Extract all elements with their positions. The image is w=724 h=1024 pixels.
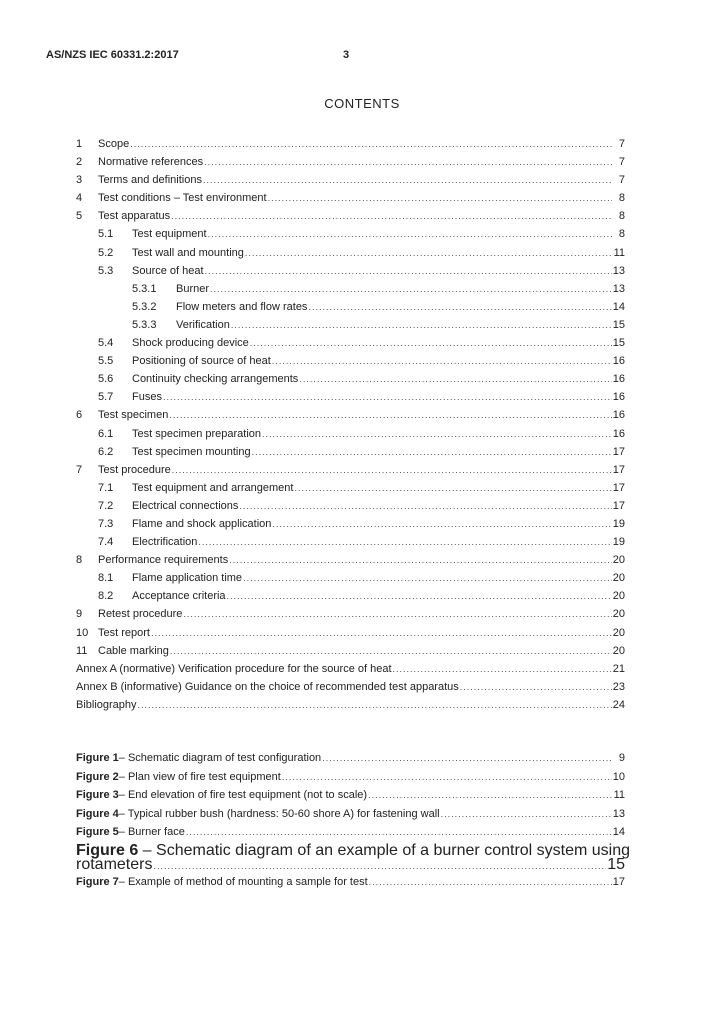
figure-entry-tag: Figure 7	[76, 875, 119, 888]
dot-leader	[186, 823, 612, 842]
toc-entry-number: 1	[76, 138, 83, 150]
toc-entry-number: 8.2	[98, 590, 114, 603]
figure-entry-line	[76, 841, 631, 859]
figure-entry[interactable]	[76, 749, 625, 768]
toc-entry-page: 13	[612, 282, 625, 295]
toc-entry-number: 5.2	[98, 246, 114, 259]
toc-entry-number: 8.1	[98, 572, 114, 585]
toc-entry-page: 16	[612, 355, 625, 368]
page-number: 3	[343, 49, 350, 61]
dot-leader	[272, 515, 611, 533]
dot-leader	[231, 316, 612, 334]
dot-leader	[204, 153, 612, 171]
figure-entry[interactable]	[76, 841, 631, 873]
figure-entry-label: – End elevation of fire test equipment (not to scale)	[118, 789, 368, 802]
standard-id: AS/NZS IEC 60331.2:2017	[46, 49, 179, 61]
figure-entry-page: 14	[612, 826, 625, 839]
figure-entry-tag: Figure 3	[76, 789, 119, 802]
toc-entry-number: 8	[76, 554, 83, 567]
figure-entry-label: – Plan view of fire test equipment	[118, 770, 281, 783]
dot-leader	[163, 388, 612, 406]
toc-entry-label: Terms and definitions	[98, 174, 202, 187]
toc-entry-label: Normative references	[98, 156, 204, 169]
toc-entry-page: 16	[612, 409, 625, 422]
dot-leader	[239, 497, 611, 515]
toc-entry-number: 11	[76, 644, 88, 657]
toc-entry-label: Acceptance criteria	[132, 590, 226, 603]
dot-leader	[208, 225, 612, 243]
toc-entry[interactable]	[76, 551, 625, 569]
figure-entry-label: – Schematic diagram of test configuration	[118, 752, 322, 764]
toc-entry-label: Continuity checking arrangements	[132, 373, 299, 386]
toc-entry-label: Annex B (informative) Guidance on the choice of recommended test apparatus	[76, 680, 459, 693]
toc-entry-label: Test specimen preparation	[132, 427, 262, 440]
toc-entry-page: 7	[618, 138, 625, 150]
toc-entry-page: 17	[612, 481, 625, 494]
toc-entry-page: 20	[612, 626, 625, 639]
figure-entry[interactable]	[76, 873, 625, 892]
toc-entry[interactable]	[76, 388, 625, 406]
toc-entry-page: 17	[612, 445, 625, 458]
page-header	[46, 49, 678, 63]
toc-entry-page: 20	[612, 608, 625, 621]
toc-entry-number: 5.5	[98, 355, 114, 368]
dot-leader	[169, 406, 611, 424]
toc-entry-page: 7	[618, 156, 625, 169]
figure-entry-line	[76, 855, 625, 873]
toc-entry-page: 20	[612, 644, 625, 657]
toc-entry-number: 7.3	[98, 517, 114, 530]
toc-entry[interactable]	[76, 207, 625, 225]
toc-entry[interactable]	[76, 370, 625, 388]
figure-entry-tag: Figure 1	[76, 752, 119, 764]
toc-entry-number: 5.3.1	[132, 282, 157, 295]
dot-leader	[198, 533, 611, 551]
toc-entry-number: 5.1	[98, 228, 114, 241]
figure-entry-label: – Example of method of mounting a sample for test	[118, 875, 368, 888]
toc-entry-page: 13	[612, 264, 625, 277]
dot-leader	[262, 425, 612, 443]
toc-entry[interactable]	[76, 334, 625, 352]
toc-entry-label: Positioning of source of heat	[132, 355, 271, 368]
figure-entry-label: – Burner face	[118, 826, 185, 839]
toc-entry-page: 8	[618, 228, 625, 241]
toc-entry-label: Flow meters and flow rates	[176, 300, 308, 313]
dot-leader	[172, 461, 612, 479]
toc-entry[interactable]	[76, 425, 625, 443]
dot-leader	[205, 262, 612, 280]
dot-leader	[210, 280, 612, 298]
dot-leader	[130, 135, 612, 153]
toc-entry-label: Burner	[176, 282, 210, 295]
figure-entry-page: 17	[612, 875, 625, 888]
toc-entry-number: 7.1	[98, 481, 114, 494]
figure-entry-page: 15	[607, 855, 625, 873]
toc-entry-number: 7.2	[98, 499, 114, 512]
dot-leader	[203, 171, 612, 189]
dot-leader	[252, 443, 612, 461]
toc-entry-page: 15	[612, 318, 625, 331]
toc-entry-page: 19	[612, 517, 625, 530]
toc-entry-label: Test specimen	[98, 409, 169, 422]
dot-leader	[441, 805, 612, 824]
toc-entry-label: Source of heat	[132, 264, 204, 277]
figure-entry-label: – Typical rubber bush (hardness: 50-60 shore A) for fastening wall	[118, 807, 440, 820]
figure-entry-page: 11	[613, 789, 625, 802]
figure-entry-label: – Schematic diagram of an example of a burner control system using	[138, 841, 631, 859]
toc-entry-page: 16	[612, 391, 625, 404]
toc-entry[interactable]	[76, 262, 625, 280]
toc-entry-number: 6.1	[98, 427, 114, 440]
toc-entry[interactable]	[76, 298, 625, 316]
toc-entry-number: 7.4	[98, 536, 114, 549]
toc-entry-number: 3	[76, 174, 83, 187]
figure-entry[interactable]	[76, 823, 625, 842]
toc-entry-page: 24	[612, 698, 625, 711]
toc-entry-number: 5.3.2	[132, 300, 157, 313]
toc-entry-label: Cable marking	[98, 644, 169, 657]
toc-entry[interactable]	[76, 587, 625, 605]
toc-entry[interactable]	[76, 280, 625, 298]
figure-entry[interactable]	[76, 786, 625, 805]
figure-entry-page: 9	[618, 752, 625, 764]
toc-entry-page: 7	[618, 174, 625, 187]
toc-entry-number: 5.7	[98, 391, 114, 404]
toc-entry[interactable]	[76, 479, 625, 497]
dot-leader	[245, 244, 612, 262]
toc-entry-label: Shock producing device	[132, 337, 249, 350]
toc-entry-number: 6	[76, 409, 83, 422]
toc-entry-number: 2	[76, 156, 83, 169]
toc-entry-number: 5	[76, 210, 83, 223]
dot-leader	[299, 370, 611, 388]
toc-entry[interactable]	[76, 678, 625, 696]
dot-leader	[138, 696, 612, 714]
toc-entry[interactable]	[76, 569, 625, 587]
dot-leader	[282, 768, 612, 787]
toc-entry-label: Test equipment	[132, 228, 207, 241]
figure-entry-label-continued: rotameters	[76, 855, 153, 873]
toc-entry[interactable]	[76, 406, 625, 424]
toc-entry-label: Test conditions – Test environment	[98, 192, 267, 205]
toc-entry-number: 10	[76, 626, 89, 639]
dot-leader	[294, 479, 611, 497]
toc-entry[interactable]	[76, 352, 625, 370]
toc-entry-label: Fuses	[132, 391, 162, 404]
toc-entry-number: 4	[76, 192, 83, 205]
toc-entry-page: 16	[612, 427, 625, 440]
toc-entry-label: Test wall and mounting	[132, 246, 244, 259]
table-of-contents	[76, 135, 625, 714]
toc-entry-label: Test apparatus	[98, 210, 171, 223]
toc-entry-page: 15	[612, 337, 625, 350]
toc-entry-page: 8	[618, 210, 625, 223]
dot-leader	[153, 859, 606, 873]
toc-entry-label: Scope	[98, 138, 130, 150]
toc-entry[interactable]	[76, 461, 625, 479]
toc-entry[interactable]	[76, 135, 625, 153]
figure-entry-tag: Figure 2	[76, 770, 119, 783]
list-of-figures	[76, 749, 631, 892]
toc-entry-label: Flame and shock application	[132, 517, 272, 530]
dot-leader	[272, 352, 612, 370]
dot-leader	[460, 678, 612, 696]
page-title: CONTENTS	[324, 96, 400, 111]
toc-entry[interactable]	[76, 533, 625, 551]
dot-leader	[268, 189, 612, 207]
toc-entry-label: Annex A (normative) Verification procedure for the source of heat	[76, 662, 392, 675]
toc-entry-number: 9	[76, 608, 83, 621]
dot-leader	[322, 749, 612, 768]
toc-entry-page: 16	[612, 373, 625, 386]
toc-entry[interactable]	[76, 497, 625, 515]
toc-entry-page: 14	[612, 300, 625, 313]
toc-entry[interactable]	[76, 660, 625, 678]
toc-entry-label: Bibliography	[76, 698, 137, 711]
toc-entry-page: 21	[612, 662, 625, 675]
toc-entry-page: 19	[612, 536, 625, 549]
toc-entry[interactable]	[76, 443, 625, 461]
toc-entry-label: Verification	[176, 318, 230, 331]
toc-entry-label: Electrical connections	[132, 499, 239, 512]
figure-entry-page: 13	[612, 807, 625, 820]
toc-entry[interactable]	[76, 605, 625, 623]
toc-entry-label: Flame application time	[132, 572, 243, 585]
toc-entry-page: 17	[612, 499, 625, 512]
dot-leader	[243, 569, 612, 587]
toc-entry-page: 20	[612, 554, 625, 567]
toc-entry[interactable]	[76, 642, 625, 660]
toc-entry[interactable]	[76, 624, 625, 642]
toc-entry-label: Test equipment and arrangement	[132, 481, 294, 494]
toc-entry-number: 5.3	[98, 264, 114, 277]
dot-leader	[227, 587, 612, 605]
figure-entry-tag: Figure 4	[76, 807, 119, 820]
figure-entry-page: 10	[612, 770, 625, 783]
toc-entry[interactable]	[76, 171, 625, 189]
toc-entry[interactable]	[76, 153, 625, 171]
toc-entry-label: Test report	[98, 626, 150, 639]
toc-entry[interactable]	[76, 696, 625, 714]
toc-entry[interactable]	[76, 515, 625, 533]
figure-entry-tag: Figure 6	[76, 841, 139, 859]
dot-leader	[229, 551, 612, 569]
dot-leader	[369, 873, 612, 892]
toc-entry-page: 20	[612, 572, 625, 585]
dot-leader	[308, 298, 611, 316]
toc-entry-number: 5.4	[98, 337, 114, 350]
dot-leader	[183, 605, 611, 623]
toc-entry-page: 11	[613, 246, 625, 259]
toc-entry-label: Retest procedure	[98, 608, 183, 621]
dot-leader	[393, 660, 612, 678]
dot-leader	[151, 624, 612, 642]
toc-entry-number: 5.3.3	[132, 318, 157, 331]
toc-entry-label: Test specimen mounting	[132, 445, 251, 458]
toc-entry-label: Test procedure	[98, 463, 171, 476]
dot-leader	[250, 334, 612, 352]
toc-entry-page: 20	[612, 590, 625, 603]
dot-leader	[368, 786, 612, 805]
toc-entry-number: 5.6	[98, 373, 114, 386]
figure-entry-tag: Figure 5	[76, 826, 119, 839]
toc-entry[interactable]	[76, 225, 625, 243]
toc-entry[interactable]	[76, 316, 625, 334]
figure-entry[interactable]	[76, 768, 625, 787]
toc-entry-label: Electrification	[132, 536, 198, 549]
dot-leader	[171, 207, 612, 225]
toc-entry-page: 23	[612, 680, 625, 693]
toc-entry-number: 6.2	[98, 445, 114, 458]
figure-entry[interactable]	[76, 805, 625, 824]
toc-entry[interactable]	[76, 189, 625, 207]
toc-entry-number: 7	[76, 463, 83, 476]
toc-entry[interactable]	[76, 244, 625, 262]
toc-entry-page: 17	[612, 463, 625, 476]
toc-entry-page: 8	[618, 192, 625, 205]
toc-entry-label: Performance requirements	[98, 554, 229, 567]
dot-leader	[170, 642, 612, 660]
